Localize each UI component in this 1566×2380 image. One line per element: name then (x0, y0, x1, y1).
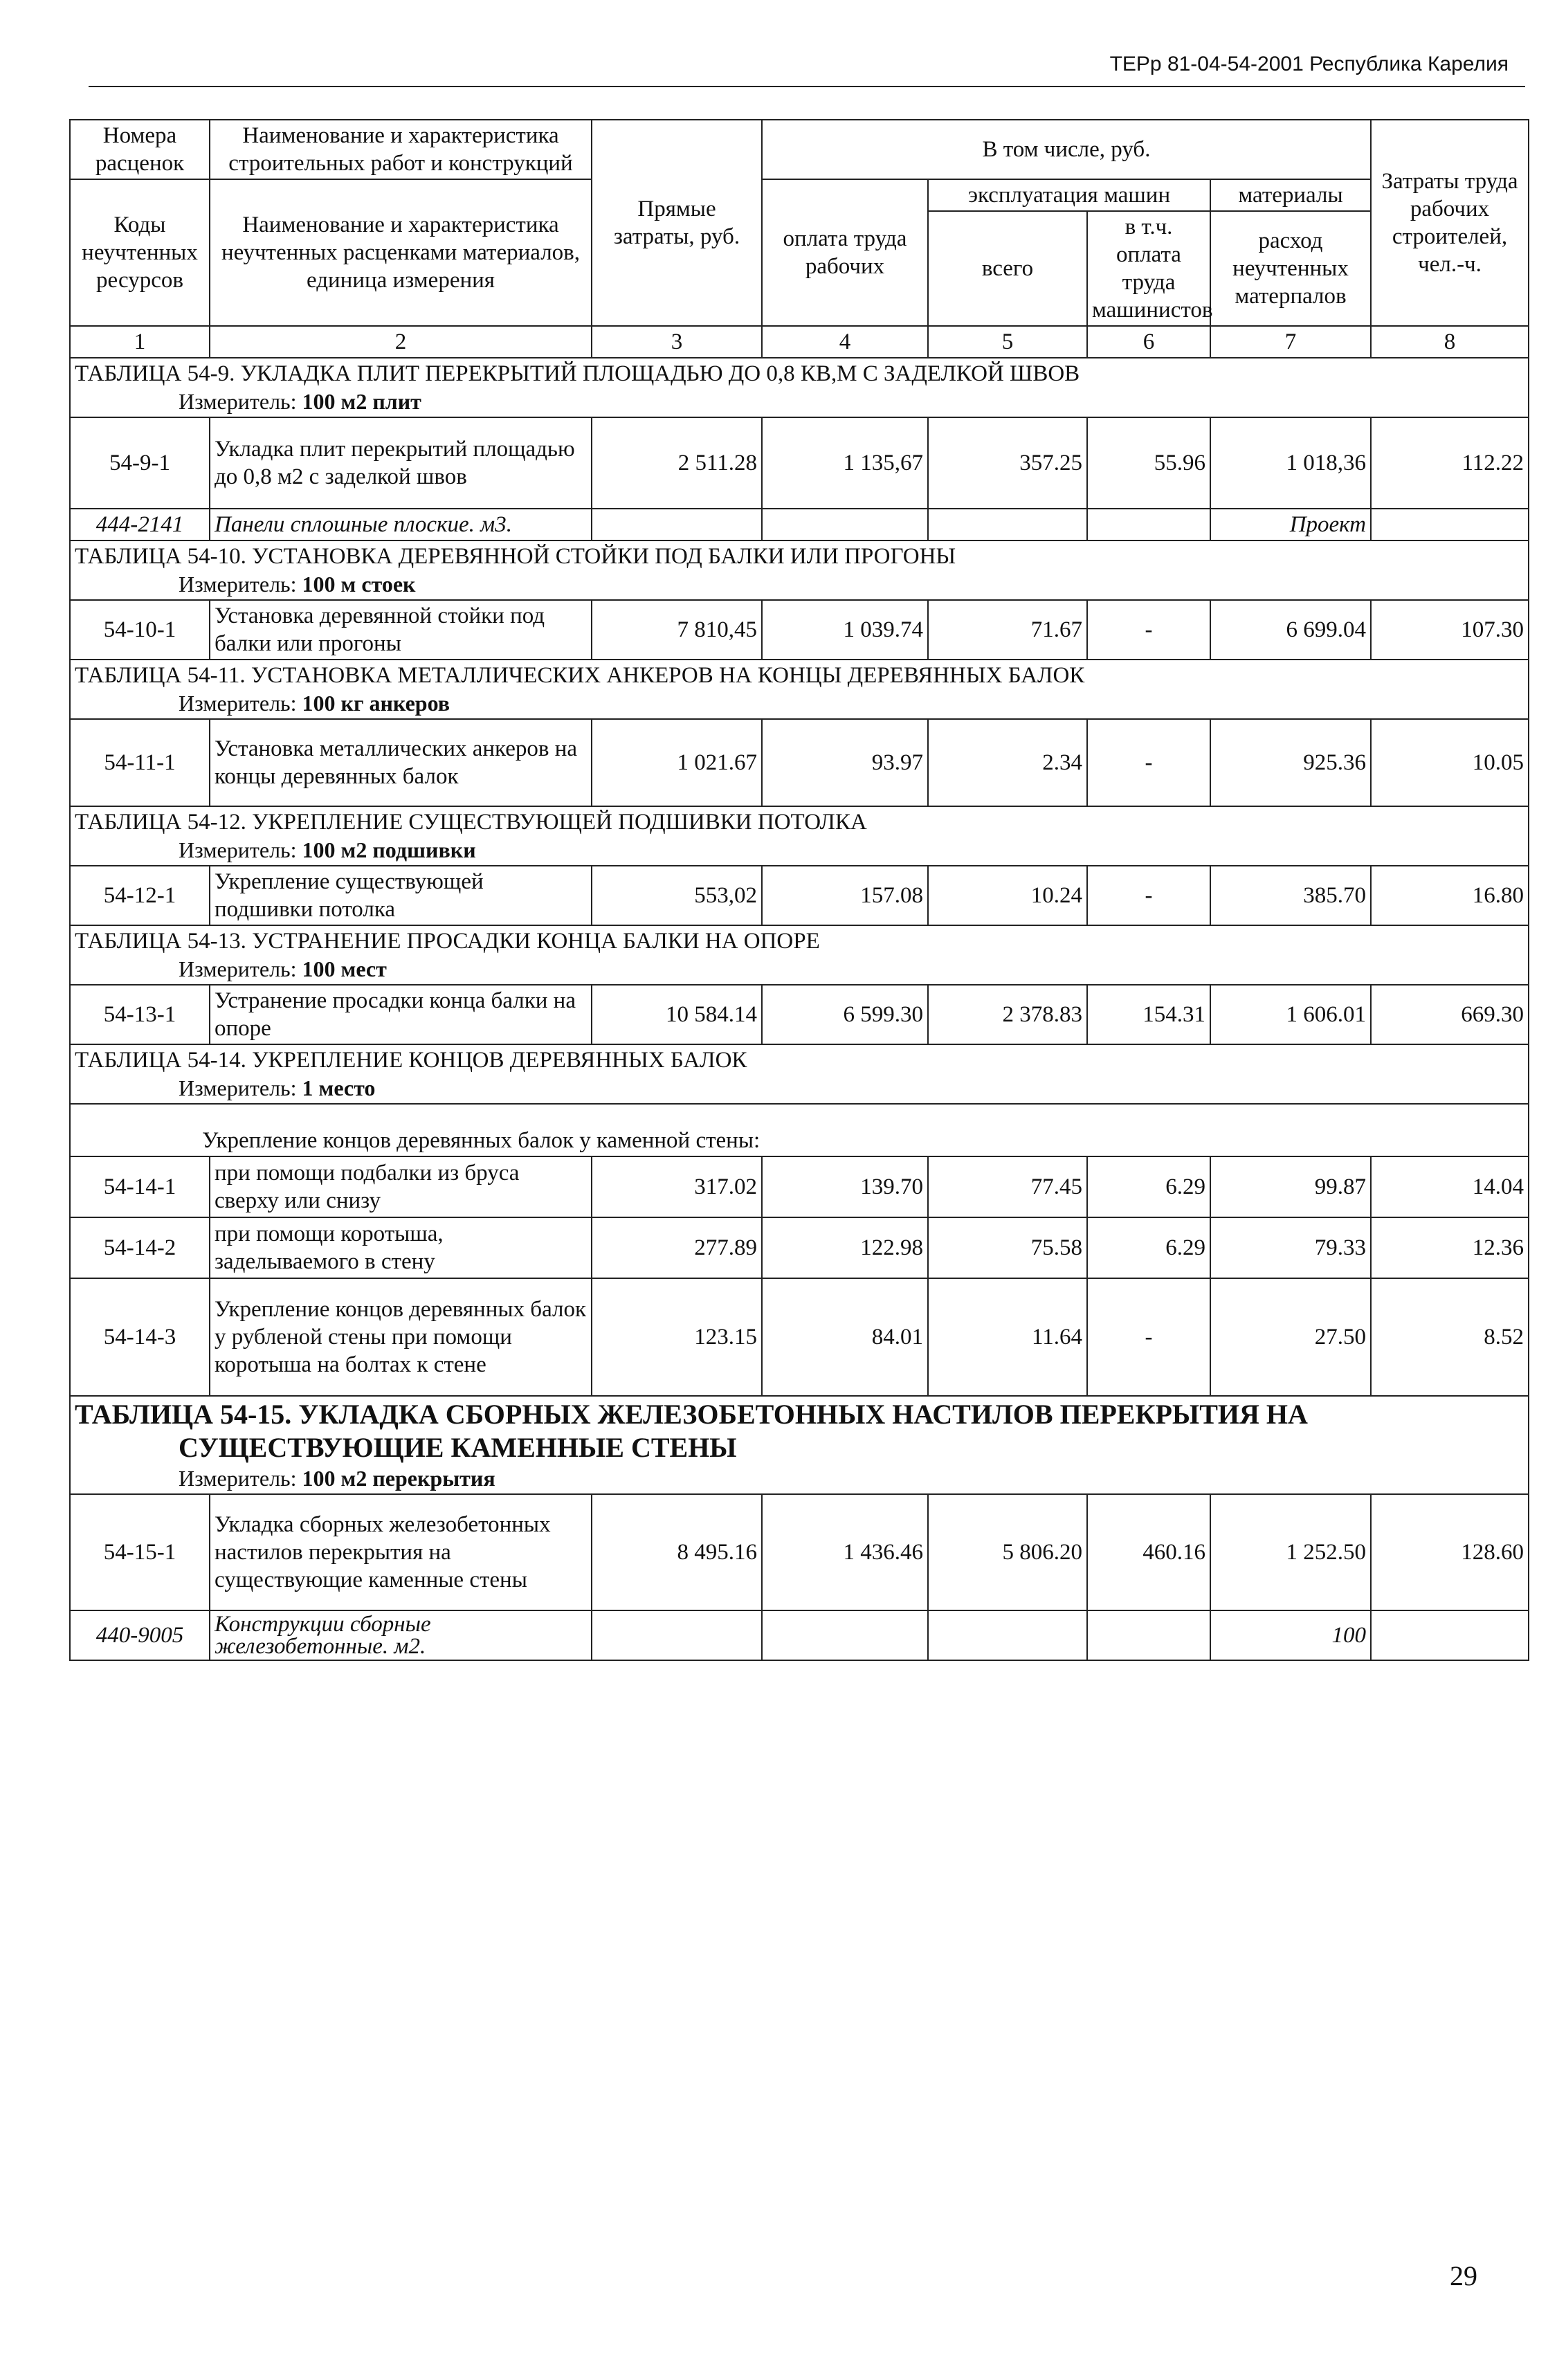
materials-cost: 1 606.01 (1210, 985, 1371, 1044)
col1-top-header: Номера расценок (70, 120, 210, 179)
table-row (70, 1494, 1529, 1610)
col-number: 4 (762, 326, 928, 358)
work-name: при помощи подбалки из бруса сверху или снизу (210, 1156, 592, 1217)
table-row (70, 866, 1529, 925)
col6-header: в т.ч. оплата труда машинистов (1087, 211, 1210, 326)
direct-cost: 123.15 (592, 1278, 762, 1396)
work-name: Устранение просадки конца балки на опоре (210, 985, 592, 1044)
machines-total: 11.64 (928, 1278, 1087, 1396)
resource-name: Конструкции сборные железобетонные. м2. (210, 1610, 592, 1660)
measure-label: Измеритель: (179, 389, 297, 414)
measure-label: Измеритель: (179, 572, 297, 597)
measure-value: 100 м стоек (302, 572, 416, 597)
col-number: 2 (210, 326, 592, 358)
col-number: 6 (1087, 326, 1210, 358)
rate-code: 54-14-3 (70, 1278, 210, 1396)
operators-pay: - (1087, 719, 1210, 806)
direct-cost: 7 810,45 (592, 600, 762, 660)
labor-hours: 8.52 (1371, 1278, 1529, 1396)
machines-header: эксплуатация машин (928, 179, 1210, 211)
labor-pay: 139.70 (762, 1156, 928, 1217)
labor-hours: 112.22 (1371, 417, 1529, 509)
section-title-row (70, 358, 1529, 417)
col7-header: расход неучтенных матерпалов (1210, 211, 1371, 326)
materials-cost: 27.50 (1210, 1278, 1371, 1396)
resource-code: 444-2141 (70, 509, 210, 541)
table-row (70, 1278, 1529, 1396)
col4-header: оплата труда рабочих (762, 179, 928, 326)
labor-pay: 6 599.30 (762, 985, 928, 1044)
machines-total: 77.45 (928, 1156, 1087, 1217)
section-title-row (70, 1396, 1529, 1494)
col3-header: Прямые затраты, руб. (592, 120, 762, 326)
operators-pay: 6.29 (1087, 1217, 1210, 1278)
measure-value: 1 место (302, 1075, 376, 1100)
labor-hours: 12.36 (1371, 1217, 1529, 1278)
measure-label: Измеритель: (179, 1075, 297, 1100)
labor-hours: 107.30 (1371, 600, 1529, 660)
machines-total: 2.34 (928, 719, 1087, 806)
section-title: ТАБЛИЦА 54-9. УКЛАДКА ПЛИТ ПЕРЕКРЫТИЙ ПЛОЩАДЬЮ ДО 0,8 КВ,М С ЗАДЕЛКОЙ ШВОВ (75, 361, 1080, 386)
col2-top-header: Наименование и характеристика строительных работ и конструкций (210, 120, 592, 179)
operators-pay: - (1087, 1278, 1210, 1396)
operators-pay: - (1087, 600, 1210, 660)
machines-total: 2 378.83 (928, 985, 1087, 1044)
header-rule (89, 86, 1525, 87)
section-title: ТАБЛИЦА 54-11. УСТАНОВКА МЕТАЛЛИЧЕСКИХ АНКЕРОВ НА КОНЦЫ ДЕРЕВЯННЫХ БАЛОК (75, 663, 1085, 688)
machines-total: 357.25 (928, 417, 1087, 509)
rate-code: 54-13-1 (70, 985, 210, 1044)
section-title: ТАБЛИЦА 54-10. УСТАНОВКА ДЕРЕВЯННОЙ СТОЙКИ ПОД БАЛКИ ИЛИ ПРОГОНЫ (75, 544, 956, 569)
labor-hours: 16.80 (1371, 866, 1529, 925)
measure-value: 100 м2 плит (302, 389, 421, 414)
labor-hours: 669.30 (1371, 985, 1529, 1044)
price-table (69, 119, 1529, 1661)
column-numbers-row (70, 326, 1529, 358)
operators-pay: 55.96 (1087, 417, 1210, 509)
operators-pay: - (1087, 866, 1210, 925)
materials-cost: 385.70 (1210, 866, 1371, 925)
col-number: 3 (592, 326, 762, 358)
included-group-header: В том числе, руб. (762, 120, 1371, 179)
labor-hours: 14.04 (1371, 1156, 1529, 1217)
labor-pay: 93.97 (762, 719, 928, 806)
section-title-row (70, 660, 1529, 719)
section-title-row (70, 1044, 1529, 1104)
labor-pay: 1 039.74 (762, 600, 928, 660)
page-number: 29 (1450, 2260, 1477, 2291)
operators-pay: 6.29 (1087, 1156, 1210, 1217)
machines-total: 71.67 (928, 600, 1087, 660)
direct-cost: 10 584.14 (592, 985, 762, 1044)
section-title: ТАБЛИЦА 54-15. УКЛАДКА СБОРНЫХ ЖЕЛЕЗОБЕТОННЫХ НАСТИЛОВ ПЕРЕКРЫТИЯ НА (75, 1399, 1308, 1430)
col-number: 5 (928, 326, 1087, 358)
labor-pay: 1 436.46 (762, 1494, 928, 1610)
materials-cost: 6 699.04 (1210, 600, 1371, 660)
group-row (70, 1104, 1529, 1156)
section-title-row (70, 925, 1529, 985)
table-row (70, 600, 1529, 660)
work-name: Укладка сборных железобетонных настилов перекрытия на существующие каменные стены (210, 1494, 592, 1610)
group-heading: Укрепление концов деревянных балок у каменной стены: (70, 1104, 1529, 1156)
measure-label: Измеритель: (179, 956, 297, 981)
measure-label: Измеритель: (179, 1466, 297, 1491)
table-row (70, 1217, 1529, 1278)
resource-code: 440-9005 (70, 1610, 210, 1660)
direct-cost: 553,02 (592, 866, 762, 925)
measure-value: 100 м2 перекрытия (302, 1466, 495, 1491)
rate-code: 54-14-1 (70, 1156, 210, 1217)
work-name: при помощи коротыша, заделываемого в стену (210, 1217, 592, 1278)
operators-pay: 460.16 (1087, 1494, 1210, 1610)
rate-code: 54-9-1 (70, 417, 210, 509)
work-name: Укладка плит перекрытий площадью до 0,8 м2 с заделкой швов (210, 417, 592, 509)
labor-pay: 1 135,67 (762, 417, 928, 509)
resource-row (70, 509, 1529, 541)
measure-value: 100 м2 подшивки (302, 837, 476, 862)
section-title-row (70, 541, 1529, 600)
col1-bottom-header: Коды неучтенных ресурсов (70, 179, 210, 326)
labor-pay: 84.01 (762, 1278, 928, 1396)
section-title: ТАБЛИЦА 54-13. УСТРАНЕНИЕ ПРОСАДКИ КОНЦА БАЛКИ НА ОПОРЕ (75, 929, 820, 954)
col2-bottom-header: Наименование и характеристика неучтенных расценками материалов, единица измерения (210, 179, 592, 326)
document-header: ТЕРр 81-04-54-2001 Республика Карелия (1109, 53, 1509, 75)
resource-consumption: Проект (1210, 509, 1371, 541)
materials-cost: 1 018,36 (1210, 417, 1371, 509)
labor-pay: 157.08 (762, 866, 928, 925)
table-row (70, 719, 1529, 806)
labor-hours: 128.60 (1371, 1494, 1529, 1610)
direct-cost: 2 511.28 (592, 417, 762, 509)
section-title-continued: СУЩЕСТВУЮЩИЕ КАМЕННЫЕ СТЕНЫ (179, 1432, 737, 1463)
direct-cost: 317.02 (592, 1156, 762, 1217)
col8-header: Затраты труда рабочих строителей, чел.-ч. (1371, 120, 1529, 326)
materials-cost: 1 252.50 (1210, 1494, 1371, 1610)
col5-header: всего (928, 211, 1087, 326)
section-title: ТАБЛИЦА 54-14. УКРЕПЛЕНИЕ КОНЦОВ ДЕРЕВЯННЫХ БАЛОК (75, 1048, 747, 1073)
direct-cost: 1 021.67 (592, 719, 762, 806)
operators-pay: 154.31 (1087, 985, 1210, 1044)
section-title-row (70, 806, 1529, 866)
table-row (70, 417, 1529, 509)
rate-code: 54-11-1 (70, 719, 210, 806)
work-name: Установка деревянной стойки под балки или прогоны (210, 600, 592, 660)
measure-value: 100 мест (302, 956, 387, 981)
section-title: ТАБЛИЦА 54-12. УКРЕПЛЕНИЕ СУЩЕСТВУЮЩЕЙ ПОДШИВКИ ПОТОЛКА (75, 810, 867, 835)
rate-code: 54-10-1 (70, 600, 210, 660)
col-number: 1 (70, 326, 210, 358)
labor-pay: 122.98 (762, 1217, 928, 1278)
measure-label: Измеритель: (179, 837, 297, 862)
table-row (70, 985, 1529, 1044)
machines-total: 10.24 (928, 866, 1087, 925)
col-number: 7 (1210, 326, 1371, 358)
resource-name: Панели сплошные плоские. м3. (210, 509, 592, 541)
col-number: 8 (1371, 326, 1529, 358)
measure-label: Измеритель: (179, 691, 297, 716)
resource-consumption: 100 (1210, 1610, 1371, 1660)
machines-total: 5 806.20 (928, 1494, 1087, 1610)
rate-code: 54-15-1 (70, 1494, 210, 1610)
direct-cost: 8 495.16 (592, 1494, 762, 1610)
materials-header: материалы (1210, 179, 1371, 211)
resource-row (70, 1610, 1529, 1660)
work-name: Укрепление концов деревянных балок у рубленой стены при помощи коротыша на болтах к стене (210, 1278, 592, 1396)
machines-total: 75.58 (928, 1217, 1087, 1278)
labor-hours: 10.05 (1371, 719, 1529, 806)
work-name: Укрепление существующей подшивки потолка (210, 866, 592, 925)
work-name: Установка металлических анкеров на концы деревянных балок (210, 719, 592, 806)
rate-code: 54-14-2 (70, 1217, 210, 1278)
table-row (70, 1156, 1529, 1217)
materials-cost: 79.33 (1210, 1217, 1371, 1278)
direct-cost: 277.89 (592, 1217, 762, 1278)
rate-code: 54-12-1 (70, 866, 210, 925)
materials-cost: 99.87 (1210, 1156, 1371, 1217)
materials-cost: 925.36 (1210, 719, 1371, 806)
measure-value: 100 кг анкеров (302, 691, 450, 716)
